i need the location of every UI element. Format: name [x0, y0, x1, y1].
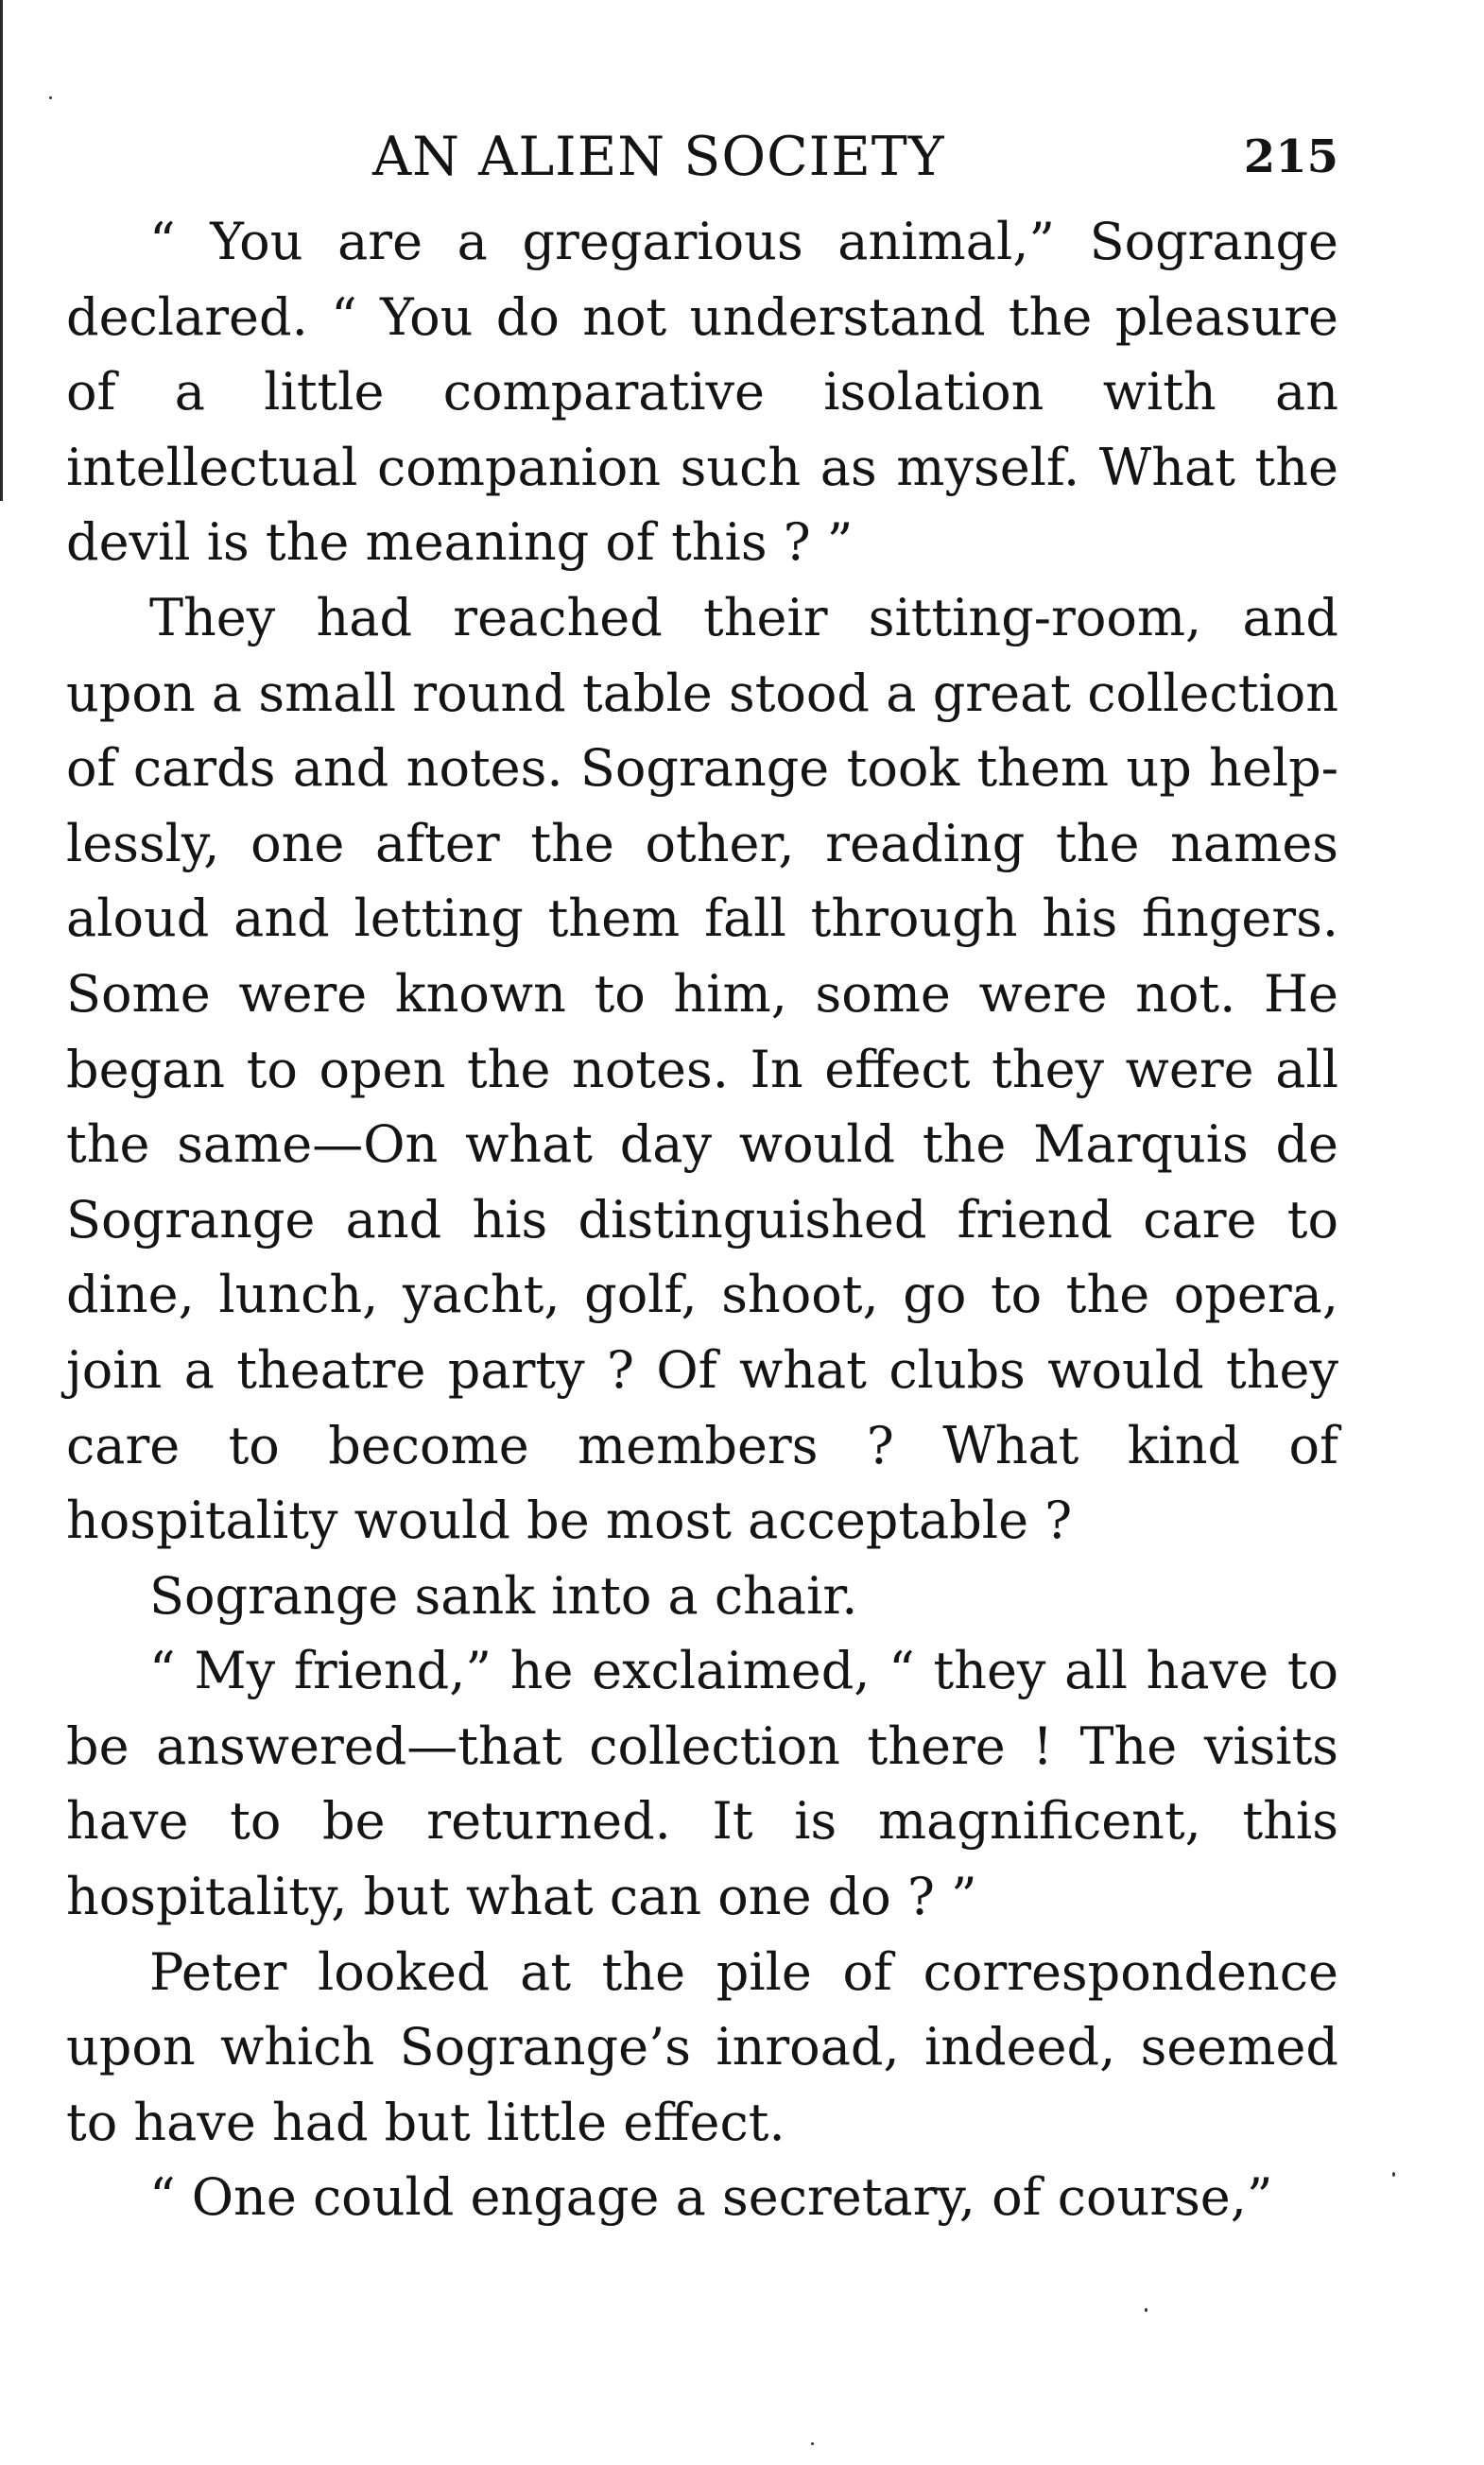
chapter-title: AN ALIEN SOCIETY: [372, 126, 945, 188]
paragraph: Peter looked at the pile of correspondence upon which Sogrange’s inroad, indeed, seemed to have had but little effect.: [66, 1941, 1338, 2152]
paragraph: “ You are a gregarious animal,” Sogrange declared. “ You do not understand the pleasure of a little comparative isolation with an intellectual companion such as myself. What the devil is the meaning of this ? ”: [66, 212, 1338, 573]
body-text: [66, 204, 1338, 2235]
page-number: 215: [1243, 130, 1338, 183]
print-speck: [1392, 2172, 1395, 2177]
page-edge-line: [0, 0, 3, 501]
paragraph: They had reached their sitting-room, and upon a small round table stood a great collection of cards and notes. Sogrange took them up help-lessly, one after the other, reading the names aloud and letting them fall through his fingers. Some were known to him, some were not. He began to open the notes. In effect they were all the same—On what day would the Marquis de Sogrange and his distinguished friend care to dine, lunch, yacht, golf, shoot, go to the opera, join a theatre party ? Of what clubs would they care to become members ? What kind of hospitality would be most acceptable ?: [66, 587, 1338, 1551]
print-speck: [811, 2442, 814, 2445]
print-speck: [1145, 2308, 1148, 2312]
paragraph: “ My friend,” he exclaimed, “ they all have to be answered—that collection there ! The visits have to be returned. It is magnificent, this hospitality, but what can one do ? ”: [66, 1641, 1338, 1927]
running-header: [66, 123, 1338, 191]
paragraph: “ One could engage a secretary, of course,”: [149, 2167, 1273, 2228]
book-page: [66, 123, 1338, 2235]
paragraph: Sogrange sank into a chair.: [149, 1565, 858, 1626]
print-speck: [49, 96, 52, 99]
